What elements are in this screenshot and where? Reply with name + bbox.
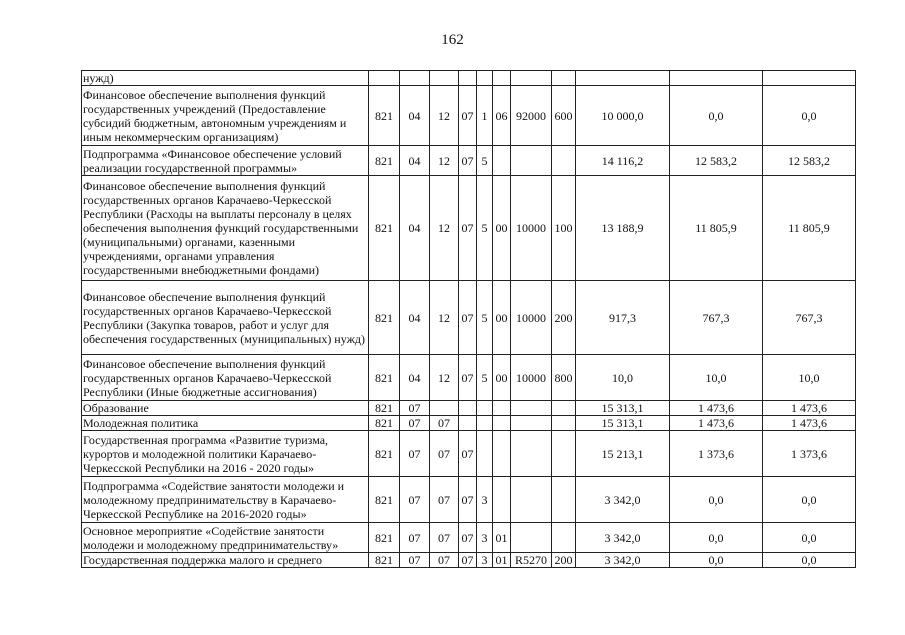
direction-code-cell (511, 477, 552, 523)
main-event-code-cell: 00 (493, 281, 511, 355)
amount-year2-cell: 0,0 (670, 523, 763, 553)
expense-type-code-cell (552, 146, 576, 176)
expense-name-cell: Образование (82, 401, 369, 416)
amount-year2-cell: 0,0 (670, 86, 763, 146)
table-row (82, 176, 856, 281)
program-code-cell: 07 (459, 477, 477, 523)
table-row (82, 281, 856, 355)
table-row (82, 355, 856, 401)
amount-year2-cell: 0,0 (670, 553, 763, 568)
program-code-cell: 07 (459, 523, 477, 553)
expense-name-cell: Финансовое обеспечение выполнения функций государственных учреждений (Предоставление субсидий бюджетным, автономным учреждениям и иным некоммерческим организациям) (82, 86, 369, 146)
subprogram-code-cell: 1 (477, 86, 493, 146)
page-number: 162 (441, 32, 464, 48)
section-code-cell: 04 (400, 146, 430, 176)
expense-name-cell: Основное мероприятие «Содействие занятости молодежи и молодежному предпринимательству» (82, 523, 369, 553)
subsection-code-cell: 12 (430, 146, 459, 176)
amount-year3-cell: 0,0 (763, 523, 856, 553)
program-code-cell (459, 401, 477, 416)
expense-type-code-cell: 200 (552, 553, 576, 568)
expense-type-code-cell (552, 477, 576, 523)
amount-year1-cell: 3 342,0 (576, 523, 670, 553)
direction-code-cell (511, 146, 552, 176)
budget-table (81, 70, 856, 568)
admin-code-cell: 821 (369, 401, 400, 416)
subsection-code-cell: 07 (430, 431, 459, 477)
expense-type-code-cell (552, 71, 576, 86)
program-code-cell: 07 (459, 146, 477, 176)
admin-code-cell: 821 (369, 355, 400, 401)
amount-year3-cell: 1 473,6 (763, 401, 856, 416)
direction-code-cell (511, 71, 552, 86)
amount-year1-cell (576, 71, 670, 86)
admin-code-cell: 821 (369, 431, 400, 477)
main-event-code-cell (493, 146, 511, 176)
subprogram-code-cell: 3 (477, 553, 493, 568)
table-row (82, 477, 856, 523)
amount-year1-cell: 15 213,1 (576, 431, 670, 477)
main-event-code-cell (493, 71, 511, 86)
subprogram-code-cell: 5 (477, 146, 493, 176)
amount-year3-cell: 12 583,2 (763, 146, 856, 176)
section-code-cell: 07 (400, 416, 430, 431)
amount-year2-cell: 0,0 (670, 477, 763, 523)
amount-year1-cell: 13 188,9 (576, 176, 670, 281)
amount-year3-cell (763, 71, 856, 86)
section-code-cell: 07 (400, 477, 430, 523)
subprogram-code-cell: 5 (477, 281, 493, 355)
amount-year3-cell: 0,0 (763, 477, 856, 523)
amount-year3-cell: 1 373,6 (763, 431, 856, 477)
table-row (82, 416, 856, 431)
subprogram-code-cell: 5 (477, 176, 493, 281)
section-code-cell: 07 (400, 523, 430, 553)
table-row (82, 553, 856, 568)
section-code-cell: 04 (400, 281, 430, 355)
expense-type-code-cell (552, 523, 576, 553)
main-event-code-cell: 01 (493, 553, 511, 568)
amount-year2-cell: 767,3 (670, 281, 763, 355)
expense-type-code-cell (552, 401, 576, 416)
section-code-cell: 07 (400, 401, 430, 416)
amount-year1-cell: 15 313,1 (576, 401, 670, 416)
amount-year1-cell: 10,0 (576, 355, 670, 401)
main-event-code-cell (493, 401, 511, 416)
subsection-code-cell: 12 (430, 281, 459, 355)
subsection-code-cell: 12 (430, 176, 459, 281)
direction-code-cell: R5270 (511, 553, 552, 568)
subsection-code-cell: 07 (430, 553, 459, 568)
amount-year1-cell: 3 342,0 (576, 477, 670, 523)
subsection-code-cell: 12 (430, 86, 459, 146)
amount-year2-cell: 10,0 (670, 355, 763, 401)
subprogram-code-cell (477, 416, 493, 431)
amount-year3-cell: 767,3 (763, 281, 856, 355)
direction-code-cell (511, 416, 552, 431)
expense-name-cell: Молодежная политика (82, 416, 369, 431)
subprogram-code-cell: 3 (477, 477, 493, 523)
section-code-cell: 07 (400, 553, 430, 568)
amount-year3-cell: 10,0 (763, 355, 856, 401)
amount-year1-cell: 15 313,1 (576, 416, 670, 431)
section-code-cell: 04 (400, 86, 430, 146)
direction-code-cell: 92000 (511, 86, 552, 146)
table-row (82, 431, 856, 477)
section-code-cell: 04 (400, 176, 430, 281)
main-event-code-cell (493, 477, 511, 523)
expense-name-cell: Подпрограмма «Содействие занятости молодежи и молодежному предпринимательству в Карачаево-Черкесской Республике на 2016-2020 годы» (82, 477, 369, 523)
amount-year1-cell: 10 000,0 (576, 86, 670, 146)
direction-code-cell (511, 401, 552, 416)
admin-code-cell: 821 (369, 176, 400, 281)
admin-code-cell: 821 (369, 146, 400, 176)
amount-year2-cell: 1 473,6 (670, 416, 763, 431)
expense-name-cell: Финансовое обеспечение выполнения функций государственных органов Карачаево-Черкесской Республики (Расходы на выплаты персоналу в целях обеспечения выполнения функций государственными (муниципальными) органами, казенными учреждениями, органами управления государственными внебюджетными фондами) (82, 176, 369, 281)
admin-code-cell: 821 (369, 416, 400, 431)
amount-year2-cell: 1 373,6 (670, 431, 763, 477)
main-event-code-cell (493, 416, 511, 431)
program-code-cell: 07 (459, 281, 477, 355)
subprogram-code-cell: 5 (477, 355, 493, 401)
admin-code-cell: 821 (369, 86, 400, 146)
main-event-code-cell: 01 (493, 523, 511, 553)
expense-name-cell: Государственная поддержка малого и среднего (82, 553, 369, 568)
table-row (82, 86, 856, 146)
amount-year3-cell: 0,0 (763, 86, 856, 146)
admin-code-cell (369, 71, 400, 86)
expense-name-cell: Государственная программа «Развитие туризма, курортов и молодежной политики Карачаево-Черкесской Республики на 2016 - 2020 годы» (82, 431, 369, 477)
admin-code-cell: 821 (369, 553, 400, 568)
expense-type-code-cell (552, 416, 576, 431)
main-event-code-cell: 00 (493, 176, 511, 281)
expense-name-cell: Подпрограмма «Финансовое обеспечение условий реализации государственной программы» (82, 146, 369, 176)
admin-code-cell: 821 (369, 477, 400, 523)
table-body (82, 71, 856, 568)
main-event-code-cell (493, 431, 511, 477)
subsection-code-cell: 07 (430, 523, 459, 553)
table-row (82, 146, 856, 176)
expense-type-code-cell: 600 (552, 86, 576, 146)
program-code-cell: 07 (459, 553, 477, 568)
program-code-cell: 07 (459, 431, 477, 477)
main-event-code-cell: 00 (493, 355, 511, 401)
main-event-code-cell: 06 (493, 86, 511, 146)
subprogram-code-cell (477, 401, 493, 416)
subsection-code-cell (430, 71, 459, 86)
subsection-code-cell: 07 (430, 416, 459, 431)
expense-type-code-cell: 200 (552, 281, 576, 355)
subsection-code-cell: 07 (430, 477, 459, 523)
section-code-cell (400, 71, 430, 86)
amount-year2-cell: 11 805,9 (670, 176, 763, 281)
subprogram-code-cell (477, 431, 493, 477)
admin-code-cell: 821 (369, 281, 400, 355)
expense-name-cell: Финансовое обеспечение выполнения функций государственных органов Карачаево-Черкесской Республики (Закупка товаров, работ и услуг для обеспечения государственных (муниципальных) нужд) (82, 281, 369, 355)
direction-code-cell: 10000 (511, 176, 552, 281)
amount-year1-cell: 14 116,2 (576, 146, 670, 176)
direction-code-cell (511, 431, 552, 477)
program-code-cell (459, 416, 477, 431)
amount-year2-cell (670, 71, 763, 86)
section-code-cell: 04 (400, 355, 430, 401)
program-code-cell: 07 (459, 176, 477, 281)
expense-type-code-cell: 800 (552, 355, 576, 401)
amount-year2-cell: 1 473,6 (670, 401, 763, 416)
amount-year2-cell: 12 583,2 (670, 146, 763, 176)
amount-year1-cell: 3 342,0 (576, 553, 670, 568)
subprogram-code-cell (477, 71, 493, 86)
expense-name-cell: нужд) (82, 71, 369, 86)
program-code-cell: 07 (459, 355, 477, 401)
subsection-code-cell: 12 (430, 355, 459, 401)
direction-code-cell (511, 523, 552, 553)
direction-code-cell: 10000 (511, 281, 552, 355)
amount-year3-cell: 0,0 (763, 553, 856, 568)
expense-name-cell: Финансовое обеспечение выполнения функций государственных органов Карачаево-Черкесской Республики (Иные бюджетные ассигнования) (82, 355, 369, 401)
admin-code-cell: 821 (369, 523, 400, 553)
amount-year3-cell: 1 473,6 (763, 416, 856, 431)
table-row (82, 523, 856, 553)
section-code-cell: 07 (400, 431, 430, 477)
expense-type-code-cell: 100 (552, 176, 576, 281)
expense-type-code-cell (552, 431, 576, 477)
program-code-cell (459, 71, 477, 86)
amount-year3-cell: 11 805,9 (763, 176, 856, 281)
amount-year1-cell: 917,3 (576, 281, 670, 355)
table-row (82, 401, 856, 416)
direction-code-cell: 10000 (511, 355, 552, 401)
table-row (82, 71, 856, 86)
subsection-code-cell (430, 401, 459, 416)
program-code-cell: 07 (459, 86, 477, 146)
subprogram-code-cell: 3 (477, 523, 493, 553)
